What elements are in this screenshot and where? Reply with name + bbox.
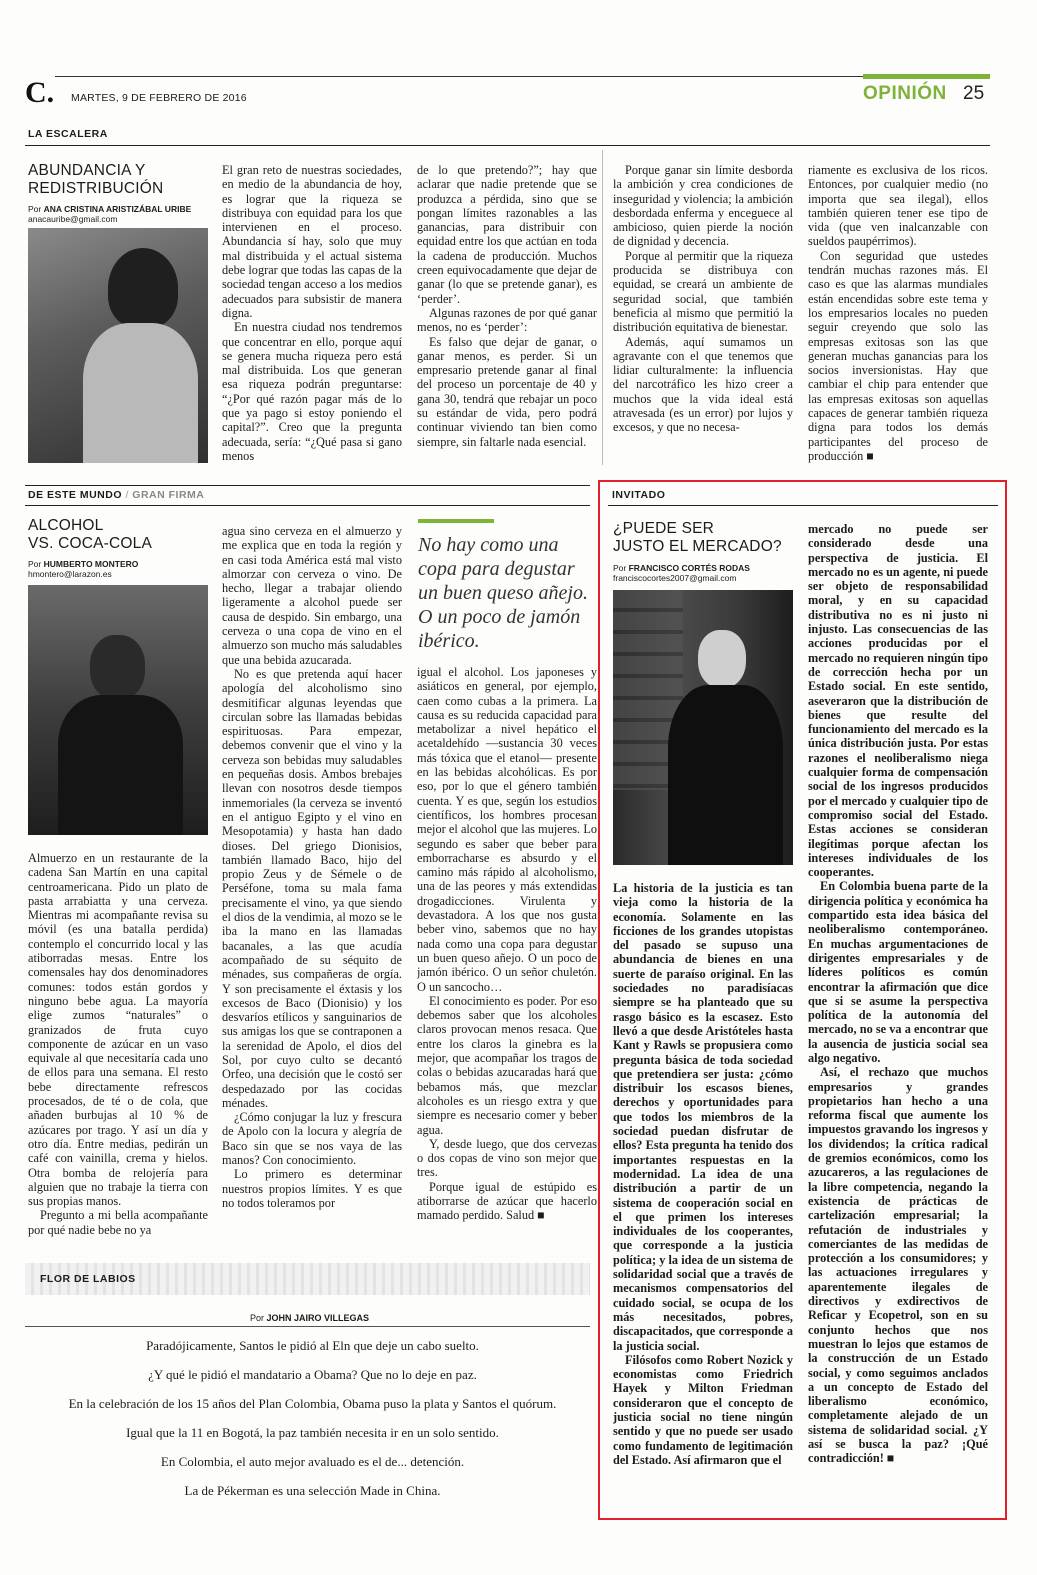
- photo-figure-body: [668, 685, 783, 865]
- escalera-col-4: [808, 163, 988, 463]
- paragraph: Pregunto a mi bella acompañante por qué nadie bebe no ya: [28, 1208, 208, 1237]
- paragraph: Lo primero es determinar nuestros propios límites. Y es que no todos toleramos por: [222, 1167, 402, 1210]
- author-name: JOHN JAIRO VILLEGAS: [266, 1313, 370, 1323]
- author-name: ANA CRISTINA ARISTIZÁBAL URIBE: [43, 204, 192, 214]
- mundo-label-rule: [25, 505, 590, 506]
- paragraph: Además, aquí sumamos un agravante con el que tenemos que lidiar culturalmente: la influencia del narcotráfico les hizo creer a muchos que la vida ideal está atravesada (es un error) por lujos y excesos, y que no necesa-: [613, 334, 793, 435]
- flor-line: Paradójicamente, Santos le pidió al Eln que deje un cabo suelto.: [146, 1338, 479, 1353]
- author-name: FRANCISCO CORTÉS RODAS: [628, 563, 750, 573]
- paragraph: Porque igual de estúpido es atiborrarse de azúcar que hacerlo mamado perdido. Salud ■: [417, 1179, 597, 1223]
- photo-figure-body: [58, 695, 183, 835]
- header-rule: [55, 76, 885, 77]
- mundo-headline: [28, 517, 208, 553]
- byline-prefix: Por: [613, 563, 627, 573]
- byline-prefix: Por: [250, 1313, 265, 1323]
- pull-quote-bar: [418, 519, 494, 523]
- paragraph: El gran reto de nuestras sociedades, en medio de la abundancia de hoy, es lograr que la riqueza se distribuya con equidad para los que intervienen en el proceso. Abundancia sí hay, solo que muy mal distribuida y el actual sistema debe lograr que todas las capas de la sociedad tengan acceso a los medios adecuados para subsistir de manera digna.: [222, 163, 402, 320]
- mundo-col-2: [222, 524, 402, 1256]
- section-label-mundo: [28, 489, 204, 501]
- byline-prefix: Por: [28, 559, 42, 569]
- mundo-col-1: [28, 851, 208, 1256]
- paragraph: No es que pretenda aquí hacer apología del alcoholismo sino desmitificar algunas leyendas que circulan sobre las llamadas bebidas espirituosas. Para empezar, debemos convenir que el vino y la cerveza son bebidas muy saludables en pequeñas dosis. Ambos brebajes llevan con nosotros desde tiempos inmemoriales (la cerveza se inventó en el antiguo Egipto y el vino en Mesopotamia) y hasta han dado dioses. Del griego Dionisios, también llamado Baco, hijo del propio Zeus y de Sémele o de Perséfone, toma su mala fama precisamente el vino, ya que siendo el dios de la vendimia, al mozo se le iba la mano en las llamadas bacanales, a las que acudía acompañado de su séquito de ménades, sus compañeras de orgía. Y son precisamente el éxtasis y los excesos de Baco (Dionisio) y los desvaríos etílicos y sanguinarios de sus amigas los que se contraponen a la serenidad de Apolo, el dios del Sol, por cuyo culto se decantó Orfeo, una decisión que le costó ser despedazado por las cocidas ménades.: [222, 666, 402, 1110]
- paragraph: ¿Cómo conjugar la luz y frescura de Apolo con la locura y alegría de Baco sin que se nos vaya de las manos? Con conocimiento.: [222, 1110, 402, 1168]
- paragraph: La historia de la justicia es tan vieja como la historia de la economía. Solamente en las ficciones de los grandes utopistas del pasado se supuso una abundancia de bienes en una suerte de paraíso original. En las sociedades no paradisíacas siempre se ha planteado que su rasgo básico es la escasez. Esto llevó a que desde Aristóteles hasta Kant y Rawls se propusiera como pregunta básica de toda sociedad que pretendiera ser justa: ¿cómo distribuir los escasos bienes, derechos y oportunidades para que todos los miembros de la sociedad puedan disfrutar de ellos? Esta pregunta ha tenido dos importantes respuestas en la modernidad. La idea de una distribución a partir de un sistema de cooperación social en el que primen los intereses individuales de los cooperantes, que corresponde a la justicia política; y la idea de un sistema de solidaridad social que a través de mecanismos compensatorios del cuidado social, se ocupa de los más necesitados, pobres, discapacitados, que corresponde a la justicia social.: [613, 881, 793, 1353]
- author-email: hmontero@larazon.es: [28, 569, 112, 579]
- section-label-flor: FLOR DE LABIOS: [40, 1273, 136, 1285]
- section-label-escalera: LA ESCALERA: [28, 128, 108, 140]
- section-sub-label: GRAN FIRMA: [132, 489, 205, 501]
- flor-line: En Colombia, el auto mejor avaluado es el de... detención.: [160, 1454, 465, 1469]
- paragraph: de lo que pretendo?”; hay que aclarar que nadie pretende que se produzca a pérdida, sino que se pongan límites razonables a las ganancias, para distribuir con equidad entre los que actúan en toda la cadena de producción. Muchos creen equivocadamente que dejar de ganar (lo que se pretende ganar), es ‘perder’.: [417, 163, 597, 306]
- mundo-byline: [28, 559, 213, 579]
- author-email: franciscocortes2007@gmail.com: [613, 573, 737, 583]
- column-divider: [602, 150, 603, 465]
- header-accent-bar: [863, 74, 990, 79]
- section-label-invitado: INVITADO: [612, 489, 666, 501]
- section-title: OPINIÓN: [863, 83, 947, 104]
- section-divider: /: [125, 489, 129, 501]
- photo-figure: [698, 630, 746, 688]
- author-email: anacauribe@gmail.com: [28, 214, 118, 224]
- paragraph: Filósofos como Robert Nozick y economistas como Friedrich Hayek y Milton Friedman consideraron que el concepto de justicia social no tiene ningún sentido y que no puede ser usado como fundamento de legitimación del Estado. Así afirmaron que el: [613, 1352, 793, 1467]
- paragraph: Y, desde luego, que dos cervezas o dos copas de vino son mejor que tres.: [417, 1136, 597, 1180]
- headline-line-2: REDISTRIBUCIÓN: [28, 180, 164, 197]
- escalera-top-rule: [25, 145, 990, 146]
- headline-line-1: ALCOHOL: [28, 517, 104, 534]
- flor-rule: [25, 1326, 590, 1327]
- paragraph: El conocimiento es poder. Por eso debemos saber que los alcoholes claros provocan menos resaca. Que entre los claros la ginebra es la mejor, que acompañar los tragos de colas o bebidas azucaradas hará que bebamos más, que mezclar alcoholes es un riesgo extra y que siempre es necesario comer y beber agua.: [417, 993, 597, 1137]
- header-date: MARTES, 9 DE FEBRERO DE 2016: [71, 92, 247, 104]
- flor-line: Igual que la 11 en Bogotá, la paz también necesita ir en un solo sentido.: [126, 1425, 499, 1440]
- escalera-col-1: [222, 163, 402, 463]
- mundo-col-3: [417, 665, 597, 1255]
- logo: C.: [25, 76, 55, 109]
- invitado-label-rule: [608, 505, 998, 506]
- headline-line-1: ABUNDANCIA Y: [28, 162, 146, 179]
- photo-figure: [108, 248, 178, 328]
- headline-line-1: ¿PUEDE SER: [613, 520, 715, 537]
- author-photo: [613, 590, 793, 865]
- author-photo: [28, 228, 208, 463]
- photo-figure: [90, 635, 145, 700]
- flor-line: ¿Y qué le pidió el mandatario a Obama? Que no lo deje en paz.: [148, 1367, 477, 1382]
- invitado-col-1: [613, 881, 793, 1521]
- byline-prefix: Por: [28, 204, 42, 214]
- paragraph: riamente es exclusiva de los ricos. Entonces, por cualquier medio (no importa que sea ilegal), ellos también quieren tener ese tipo de vida (que ven inalcanzable con sueldos paupérrimos).: [808, 163, 988, 249]
- paragraph: mercado no puede ser considerado desde una perspectiva de justicia. El mercado no es un agente, ni puede ser objeto de responsabilidad moral, y en su capacidad distributiva no es ni justo ni injusto. Las consecuencias de las acciones producidas por el mercado no requieren ningún tipo de corrección hecha por un Estado social. En este sentido, aseveraron que la distribución de bienes que resulte del funcionamiento del mercado es la única distribución justa. Por estas razones el neoliberalismo niega cualquier forma de compensación social de los ingresos producidos por el mercado y cualquier tipo de compromiso social del Estado. Estas acciones se consideran ilegítimas porque afectan los intereses individuales de los cooperantes.: [808, 522, 988, 880]
- headline-line-2: JUSTO EL MERCADO?: [613, 538, 782, 555]
- author-photo: [28, 585, 208, 835]
- invitado-byline: [613, 563, 798, 583]
- paragraph: Algunas razones de por qué ganar menos, no es ‘perder’:: [417, 305, 597, 335]
- pull-quote: No hay como una copa para degustar un buen queso añejo. O un poco de jamón ibérico.: [418, 534, 588, 652]
- mundo-top-rule: [25, 485, 590, 486]
- flor-byline: [250, 1313, 369, 1323]
- masthead: [25, 72, 990, 112]
- paragraph: Porque ganar sin límite desborda la ambición y crea condiciones de inseguridad y violencia; la ambición desbordada enferma y enceguece al ambicioso, quien pierde la noción de dignidad y decencia.: [613, 163, 793, 249]
- photo-figure-body: [83, 323, 198, 463]
- escalera-col-3: [613, 163, 793, 463]
- invitado-headline: [613, 520, 803, 556]
- paragraph: En nuestra ciudad nos tendremos que concentrar en ello, porque aquí se genera mucha riqueza pero está mal distribuida. Los que generan esa riqueza podrán preguntarse: “¿Por qué razón pagar más de lo que ya pago si estoy poniendo el capital?”. Creo que la pregunta adecuada, sería: “¿Qué pasa si gano menos: [222, 320, 402, 463]
- paragraph: agua sino cerveza en el almuerzo y me explica que en toda la región y en casi toda América está mal visto almorzar con cerveza o vino. De hecho, llegar a trabajar oliendo ligeramente a alcohol puede ser causa de despido. Sin embargo, una cerveza o una copa de vino en el almuerzo son mucho más saludables que una bebida azucarada.: [222, 524, 402, 667]
- flor-line: En la celebración de los 15 años del Plan Colombia, Obama puso la plata y Santos el quórum.: [68, 1396, 557, 1411]
- escalera-byline: [28, 204, 213, 224]
- section-label: DE ESTE MUNDO: [28, 489, 123, 501]
- invitado-col-2: [808, 522, 988, 1522]
- flor-line: La de Pékerman es una selección Made in China.: [184, 1483, 441, 1498]
- paragraph: Almuerzo en un restaurante de la cadena San Martín en una capital centroamericana. Pido un plato de pasta arrabiatta y una cerveza. Mientras mi acompañante revisa su móvil (es una batalla perdida) contemplo el concurrido local y las atiborradas mesas. Entre los comensales hay dos denominadores comunes: todos están gordos y ninguno bebe agua. La mayoría elige zumos “naturales” o granizados de fruta cuyo componente de azúcar en un vaso equivale al que necesitaría cada uno de ellos para una semana. El resto bebe directamente refrescos procesados, de té o de cola, que añaden burbujas al 10 % de azúcares por trago. Y así un día y otro día. Entre medias, pedirán un café con vainilla, crema y hielos. Otra bomba de relojería para alguien que no trabaje la tierra con sus propias manos.: [28, 851, 208, 1209]
- paragraph: Así, el rechazo que muchos empresarios y grandes propietarios han hecho a una reforma fiscal que aumente los impuestos gravando los ingresos y los dividendos; la crítica radical de gremios económicos, como los azucareros, a las regulaciones de la libre competencia, negando la existencia de prácticas de cartelización empresarial; la refutación de industriales y comerciantes de las medidas de protección a los consumidores; y las actuaciones irregulares y aparentemente ilegales de directivos y exdirectivos de Reficar y Ecopetrol, son en su conjunto hechos que nos muestran lo lejos que estamos de la construcción de un Estado social, y como seguimos anclados a un concepto de Estado del liberalismo económico, completamente alejado de un sistema de solidaridad social. ¿Y así se busca la paz? ¡Qué contradicción! ■: [808, 1065, 988, 1466]
- escalera-col-2: [417, 163, 597, 463]
- escalera-headline: [28, 162, 208, 198]
- paragraph: Con seguridad que ustedes tendrán muchas razones más. El caso es que las alarmas mundiales están encendidas sobre este tema y los empresarios locales no pueden seguir creyendo que solo las empresas exitosas son las que generan muchas ganancias para los socios inversionistas. Hay que cambiar el chip para entender que las empresas exitosas son aquellas capaces de generar también riqueza digna para todos los demás participantes del proceso de producción ■: [808, 248, 988, 463]
- paragraph: igual el alcohol. Los japoneses y asiáticos en general, por ejemplo, caen como cubas a la primera. La causa es su reducida capacidad para metabolizar a nivel hepático el acetaldehído —sustancia 30 veces más tóxica que el etanol— presente en las bebidas alcohólicas. Es por eso, por lo que el género también cuenta. Y es que, según los estudios científicos, los hombres procesan mejor el alcohol que las mujeres. Lo segundo es saber que beber para emborracharse es absurdo y el camino más rápido al alcoholismo, una de las peores y más extendidas drogadicciones. Virulenta y devastadora. A los que nos gusta beber vino, sabemos que no hay nada como una copa para degustar un buen queso añejo. O un poco de jamón ibérico. O un señor chuletón. O un sancocho…: [417, 665, 597, 994]
- paragraph: Es falso que dejar de ganar, o ganar menos, es perder. Si un empresario pretende ganar al final del proceso un porcentaje de 40 y gana 30, tendrá que rebajar un poco su estándar de vida, pero podrá continuar viviendo tan bien como siempre, sin faltarle nada esencial.: [417, 334, 597, 449]
- paragraph: En Colombia buena parte de la dirigencia política y económica ha compartido esta idea básica del neoliberalismo contemporáneo. En muchas argumentaciones de dirigentes empresariales y de líderes políticos es común encontrar la afirmación que dice que si se asume la perspectiva política de la autonomía del mercado, no se va a encontrar que la ausencia de justicia social sea algo negativo.: [808, 879, 988, 1065]
- headline-line-2: VS. COCA-COLA: [28, 535, 153, 552]
- paragraph: Porque al permitir que la riqueza producida se distribuya con equidad, se creará un ambiente de seguridad social, que también beneficia al mismo que permitió la distribución equitativa de bienestar.: [613, 248, 793, 335]
- author-name: HUMBERTO MONTERO: [43, 559, 139, 569]
- page-number: 25: [963, 83, 985, 104]
